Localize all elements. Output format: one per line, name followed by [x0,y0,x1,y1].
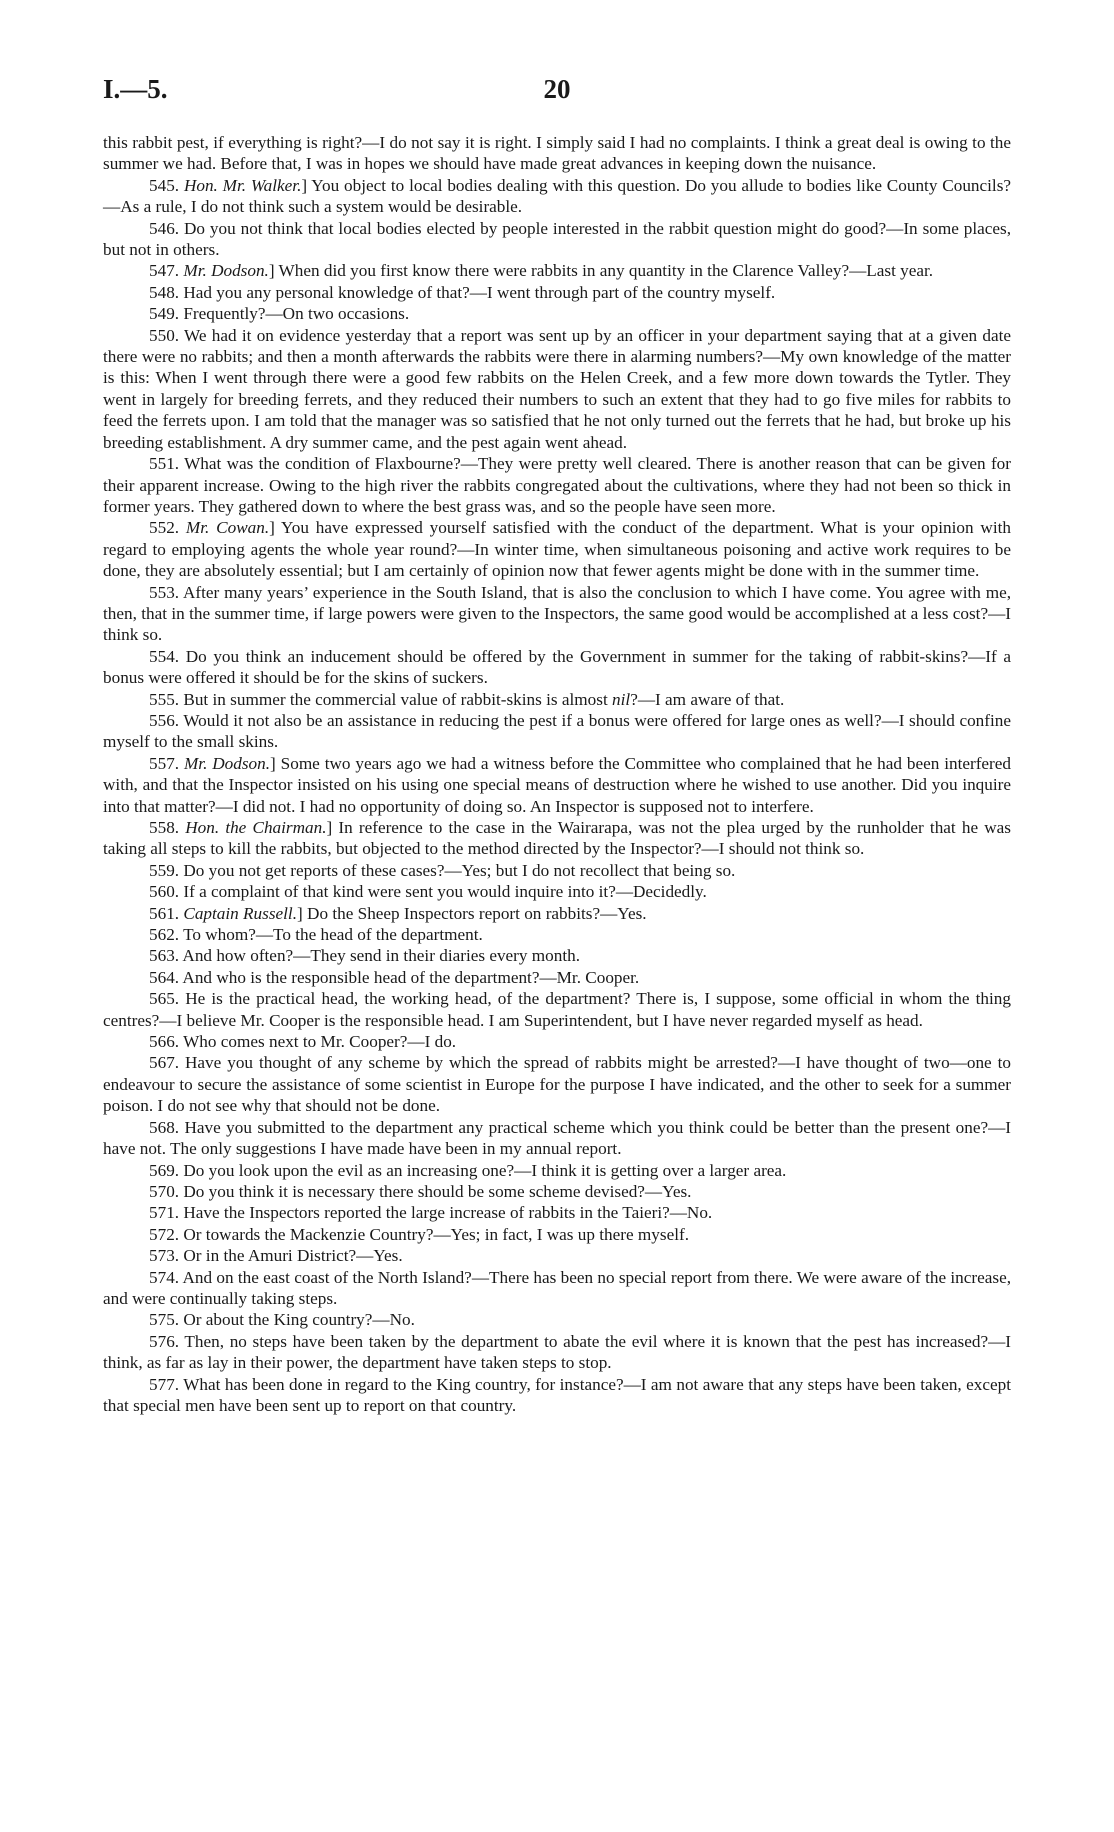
paragraph-text: 556. Would it not also be an assistance in reducing the pest if a bonus were offered for large ones as well?—I should confine myself to the small skins. [103,710,1011,752]
paragraph-text: 560. If a complaint of that kind were sent you would inquire into it?—Decidedly. [149,882,707,902]
paragraph-text: 562. To whom?—To the head of the department. [149,925,483,945]
question-567 [103,1052,1011,1116]
question-574 [103,1267,1011,1310]
paragraph-text: ?—I am aware of that. [630,689,785,709]
paragraph-text: 557. [149,753,184,773]
question-545 [103,175,1011,218]
question-564 [103,967,1011,988]
paragraph-text: ] When did you first know there were rabbits in any quantity in the Clarence Valley?—Last year. [268,261,934,281]
paragraph-text: 575. Or about the King country?—No. [149,1310,415,1330]
paragraph-text: 550. We had it on evidence yesterday that a report was sent up by an officer in your department saying that at a given date there were no rabbits; and then a month afterwards the rabbits were there in alarming numbers?—My own knowledge of the matter is this: When I went through there were a good few rabbits on the Helen Creek, and a few more down towards the Tytler. They went in largely for breeding ferrets, and they reduced their numbers to such an extent that they had to go five miles for rabbits to feed the ferrets upon. I am told that the manager was so satisfied that he not only turned out the ferrets that he had, but broke up his breeding establishment. A dry summer came, and the pest again went ahead. [103,325,1011,452]
question-565 [103,988,1011,1031]
paragraph-text: 564. And who is the responsible head of the department?—Mr. Cooper. [149,967,640,987]
paragraph-text: ] You object to local bodies dealing with this question. Do you allude to bodies like County Councils?—As a rule, I do not think such a system would be desirable. [103,175,1012,217]
question-575 [103,1309,1011,1330]
question-552 [103,517,1011,581]
paragraph-text: 546. Do you not think that local bodies elected by people interested in the rabbit question might do good?—In some places, but not in others. [103,218,1011,260]
question-563 [103,945,1011,966]
question-570 [103,1181,1011,1202]
question-566 [103,1031,1011,1052]
paragraph-text: 551. What was the condition of Flaxbourne?—They were pretty well cleared. There is another reason that can be given for their apparent increase. Owing to the high river the rabbits congregated about the cultivations, where they had not been so thick in former years. They gathered down to where the best grass was, and so the people have seen more. [103,454,1011,516]
paragraph-text: 573. Or in the Amuri District?—Yes. [149,1246,403,1266]
paragraph-text: 569. Do you look upon the evil as an increasing one?—I think it is getting over a larger area. [149,1160,787,1180]
paragraph-text: 574. And on the east coast of the North Island?—There has been no special report from there. We were aware of the increase, and were continually taking steps. [103,1267,1011,1308]
question-561 [103,903,1011,924]
paragraph-text: 545. [149,175,184,195]
speaker-name: Mr. Dodson. [183,261,269,281]
question-568 [103,1117,1011,1160]
speaker-name: Hon. the Chairman. [185,818,327,837]
paragraph-text: ] You have expressed yourself satisfied with the conduct of the department. What is your opinion with regard to employing agents the whole year round?—In winter time, when simultaneous poisoning and active work requires to be done, they are absolutely essential; but I am certainly of opinion now that fewer agents might be done with in the summer time. [103,518,1011,581]
paragraph-text: 576. Then, no steps have been taken by the department to abate the evil where it is known that the pest has increased?—I think, as far as lay in their power, the department have taken steps to stop. [103,1331,1011,1373]
paragraph-text: 553. After many years’ experience in the South Island, that is also the conclusion to which I have come. You agree with me, then, that in the summer time, if large powers were given to the Inspectors, the same good would be accomplished at a less cost?—I think so. [103,582,1011,645]
question-572 [103,1224,1011,1245]
speaker-name: Mr. Dodson. [183,753,271,773]
paragraph-text: 548. Had you any personal knowledge of that?—I went through part of the country myself. [149,282,776,302]
paragraph-text: ] In reference to the case in the Wairarapa, was not the plea urged by the runholder that he was taking all steps to kill the rabbits, but objected to the method directed by the Inspector?—I should not think so. [103,818,1011,859]
question-546 [103,218,1011,261]
paragraph-text: 554. Do you think an inducement should be offered by the Government in summer for the taking of rabbit-skins?—If a bonus were offered it should be for the skins of suckers. [103,646,1011,688]
question-549 [103,303,1011,324]
document-reference: I.—5. [103,74,168,104]
document-body [103,132,1011,1416]
paragraph-text: 566. Who comes next to Mr. Cooper?—I do. [149,1032,457,1052]
paragraph-text: 555. But in summer the commercial value of rabbit-skins is almost [149,689,613,709]
question-573 [103,1245,1011,1266]
paragraph-text: 552. [149,518,186,538]
paragraph-text: 559. Do you not get reports of these cases?—Yes; but I do not recollect that being so. [149,860,736,880]
question-555 [103,689,1011,710]
speaker-name: Captain Russell. [183,903,298,923]
question-562 [103,924,1011,945]
paragraph-text: ] Do the Sheep Inspectors report on rabbits?—Yes. [297,903,647,923]
question-558 [103,817,1011,860]
paragraph-text: 565. He is the practical head, the working head, of the department? There is, I suppose, some official in whom the thing centres?—I believe Mr. Cooper is the responsible head. I am Superintendent, but I have never regarded myself as head. [103,989,1011,1030]
paragraph-text: 571. Have the Inspectors reported the large increase of rabbits in the Taieri?—No. [149,1203,713,1223]
question-559 [103,860,1011,881]
paragraph-text: ] Some two years ago we had a witness before the Committee who complained that he had been interfered with, and that the Inspector insisted on his using one special means of destruction where he wished to use another. Did you inquire into that matter?—I did not. I had no opportunity of doing so. An Inspector is supposed not to interfere. [103,753,1012,816]
speaker-name: Mr. Cowan. [185,518,270,538]
paragraph-text: 572. Or towards the Mackenzie Country?—Yes; in fact, I was up there myself. [149,1224,690,1244]
question-557 [103,753,1011,817]
paragraph-text: 549. Frequently?—On two occasions. [149,304,410,324]
page-header [103,74,1011,114]
paragraph-text: 563. And how often?—They send in their diaries every month. [149,946,581,966]
paragraph-text: 570. Do you think it is necessary there should be some scheme devised?—Yes. [149,1181,692,1201]
page-number: 20 [543,74,571,104]
continued-paragraph [103,132,1011,175]
paragraph-text: 558. [149,818,186,837]
speaker-name: Hon. Mr. Walker. [183,175,302,195]
question-554 [103,646,1011,689]
question-556 [103,710,1011,753]
question-547 [103,260,1011,281]
question-569 [103,1160,1011,1181]
paragraph-text: 567. Have you thought of any scheme by which the spread of rabbits might be arrested?—I have thought of two—one to endeavour to secure the assistance of some scientist in Europe for the purpose I have indicated, and the other to seek for a summer poison. I do not see why that should not be done. [103,1053,1011,1116]
question-576 [103,1331,1011,1374]
question-548 [103,282,1011,303]
question-571 [103,1202,1011,1223]
paragraph-text: 547. [149,261,184,281]
speaker-name: nil [612,689,631,709]
paragraph-text: this rabbit pest, if everything is right?—I do not say it is right. I simply said I had no complaints. I think a great deal is owing to the summer we had. Before that, I was in hopes we should have made great advances in keeping down the nuisance. [103,133,1011,174]
paragraph-text: 568. Have you submitted to the department any practical scheme which you think could be better than the present one?—I have not. The only suggestions I have made have been in my annual report. [103,1117,1011,1159]
question-550 [103,325,1011,453]
paragraph-text: 561. [149,903,184,923]
question-551 [103,453,1011,517]
paragraph-text: 577. What has been done in regard to the King country, for instance?—I am not aware that any steps have been taken, except that special men have been sent up to report on that country. [103,1374,1011,1415]
question-560 [103,881,1011,902]
question-553 [103,582,1011,646]
question-577 [103,1374,1011,1417]
